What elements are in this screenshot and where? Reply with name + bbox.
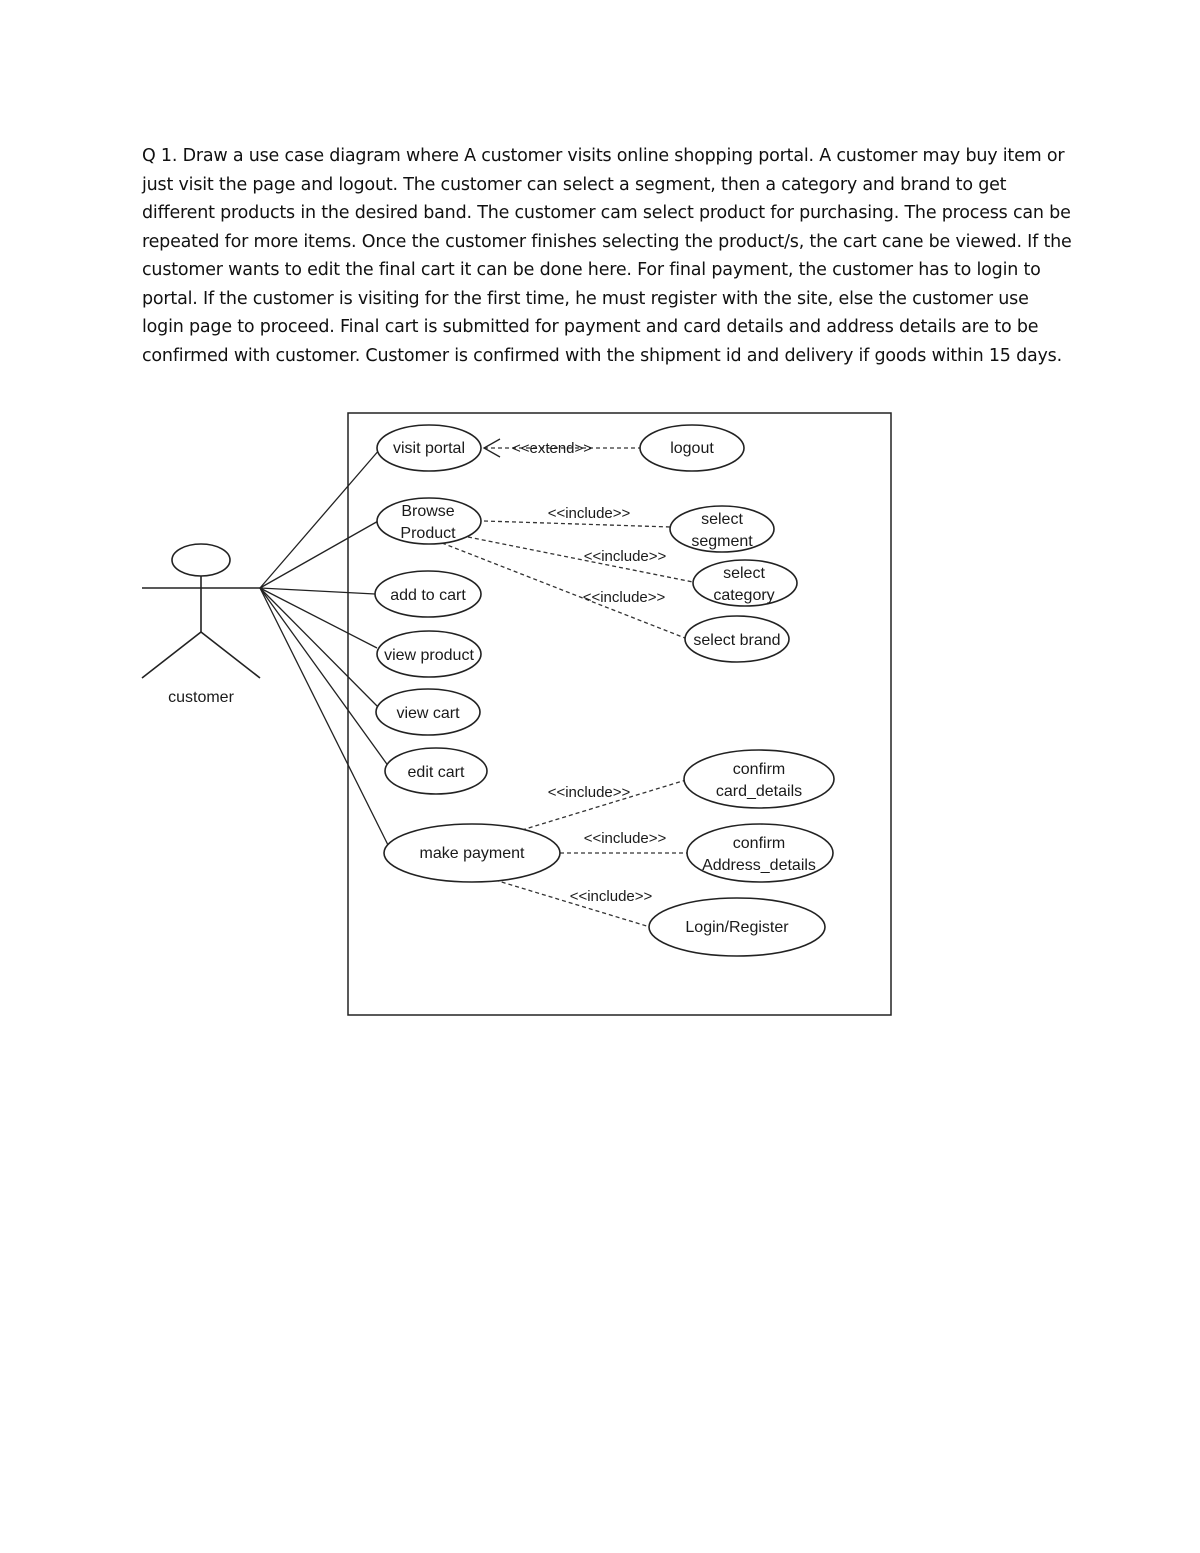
actor-head [172, 544, 230, 576]
use-case-label: add to cart [390, 587, 466, 604]
use-case-label: view product [384, 647, 474, 664]
use-case-select-segment [670, 506, 774, 552]
actor-label: customer [168, 689, 234, 706]
use-case-label-line1: select [701, 511, 743, 528]
use-case-view-product [377, 631, 481, 677]
use-case-label: edit cart [407, 764, 465, 781]
assoc-view-product [260, 588, 377, 648]
use-case-label: view cart [396, 705, 460, 722]
include-category-label: <<include>> [583, 548, 667, 565]
use-case-edit-cart [385, 748, 487, 794]
assoc-edit-cart [260, 588, 389, 767]
use-case-confirm-card-details [684, 750, 834, 808]
use-case-label-line1: confirm [732, 761, 786, 778]
use-case-select-category [693, 560, 797, 606]
extend-label: <<extend>> [511, 440, 593, 457]
assoc-make-payment [260, 588, 388, 845]
include-login-label: <<include>> [569, 888, 653, 905]
actor-left-leg [142, 632, 201, 678]
include-brand-label: <<include>> [582, 589, 666, 606]
actor-customer [142, 544, 260, 706]
actor-right-leg [201, 632, 260, 678]
use-case-view-cart [376, 689, 480, 735]
use-case-label: Login/Register [685, 919, 789, 936]
use-case-label-line2: Product [400, 525, 456, 542]
use-case-select-brand [685, 616, 789, 662]
use-case-logout [640, 425, 744, 471]
use-case-label-line1: select [723, 565, 765, 582]
associations [260, 449, 389, 845]
assoc-visit-portal [260, 449, 380, 588]
use-case-label-line1: Browse [401, 503, 455, 520]
use-case-label-line2: segment [691, 533, 753, 550]
use-case-label-line2: Address_details [702, 857, 816, 874]
assoc-browse-product [260, 520, 380, 588]
use-case-make-payment [384, 824, 560, 882]
include-segment-label: <<include>> [547, 505, 631, 522]
use-case-login-register [649, 898, 825, 956]
assoc-add-to-cart [260, 588, 375, 594]
use-case-label: select brand [693, 632, 781, 649]
use-case-label-line1: confirm [732, 835, 786, 852]
assoc-view-cart [260, 588, 381, 710]
use-case-confirm-address-details [687, 824, 833, 882]
question-text: Q 1. Draw a use case diagram where A customer visits online shopping portal. A customer may buy item or just visit the page and logout. The customer can select a segment, then a category and brand to get different products in the desired band. The customer cam select product for purchasing. The process can be repeated for more items. Once the customer finishes selecting the product/s, the cart cane be viewed. If the customer wants to edit the final cart it can be done here. For final payment, the customer has to login to portal. If the customer is visiting for the first time, he must register with the site, else the customer use login page to proceed. Final cart is submitted for payment and card details and address details are to be confirmed with customer. Customer is confirmed with the shipment id and delivery if goods within 15 days. [142, 146, 1072, 366]
use-case-visit-portal [377, 425, 481, 471]
use-case-label-line2: card_details [715, 783, 803, 800]
use-case-add-to-cart [375, 571, 481, 617]
include-card-label: <<include>> [547, 784, 631, 801]
use-case-label-line2: category [713, 587, 775, 604]
use-case-browse-product [377, 498, 481, 544]
include-address-label: <<include>> [583, 830, 667, 847]
use-case-label: make payment [419, 845, 525, 862]
use-case-label: visit portal [392, 440, 466, 457]
use-case-label: logout [670, 440, 714, 457]
